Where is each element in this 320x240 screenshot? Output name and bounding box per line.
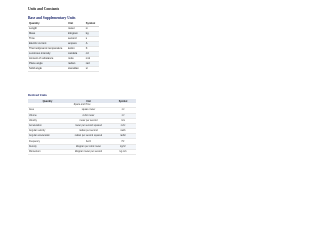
- quantity-cell: Electric current: [28, 41, 67, 46]
- symbol-cell: kg·m/s: [110, 149, 136, 154]
- unit-cell: candela: [67, 51, 85, 56]
- column-header-quantity: Quantity: [28, 99, 67, 103]
- symbol-cell: cd: [85, 51, 99, 56]
- unit-cell: meter per second: [67, 118, 110, 123]
- unit-cell: kilogram: [67, 31, 85, 36]
- quantity-cell: Frequency: [28, 139, 67, 144]
- symbol-cell: s: [85, 36, 99, 41]
- symbol-cell: mol: [85, 56, 99, 61]
- table-row: [28, 149, 136, 154]
- quantity-cell: Plane angle: [28, 61, 67, 66]
- symbol-cell: m/s: [110, 118, 136, 123]
- quantity-cell: Area: [28, 108, 67, 113]
- unit-cell: meter per second squared: [67, 123, 110, 128]
- quantity-cell: Amount of substance: [28, 56, 67, 61]
- symbol-cell: rad: [85, 61, 99, 66]
- unit-cell: mole: [67, 56, 85, 61]
- unit-cell: meter: [67, 26, 85, 31]
- column-header-quantity: Quantity: [28, 22, 67, 26]
- unit-cell: kilogram per cubic meter: [67, 144, 110, 149]
- quantity-cell: Mass: [28, 31, 67, 36]
- quantity-cell: Angular acceleration: [28, 134, 67, 139]
- unit-cell: ampere: [67, 41, 85, 46]
- unit-cell: steradian: [67, 66, 85, 71]
- symbol-cell: rad/s²: [110, 134, 136, 139]
- unit-cell: radian per second: [67, 129, 110, 134]
- quantity-cell: Time: [28, 36, 67, 41]
- base-units-title: Base and Supplementary Units: [28, 16, 76, 20]
- derived-units-title: Derived Units: [28, 93, 47, 97]
- section-label: Space and Time: [28, 103, 136, 108]
- symbol-cell: sr: [85, 66, 99, 71]
- unit-cell: cubic meter: [67, 113, 110, 118]
- column-header-unit: Unit: [67, 22, 85, 26]
- unit-cell: second: [67, 36, 85, 41]
- quantity-cell: Thermodynamic temperature: [28, 46, 67, 51]
- unit-cell: hertz: [67, 139, 110, 144]
- symbol-cell: m/s²: [110, 123, 136, 128]
- symbol-cell: Hz: [110, 139, 136, 144]
- symbol-cell: rad/s: [110, 129, 136, 134]
- quantity-cell: Angular velocity: [28, 129, 67, 134]
- unit-cell: radian per second squared: [67, 134, 110, 139]
- derived-units-table: [28, 99, 136, 155]
- quantity-cell: Density: [28, 144, 67, 149]
- symbol-cell: m²: [110, 108, 136, 113]
- symbol-cell: kg: [85, 31, 99, 36]
- base-units-table: [28, 22, 99, 72]
- table-row: [28, 66, 99, 71]
- document-title: Units and Constants: [28, 7, 60, 11]
- unit-cell: kelvin: [67, 46, 85, 51]
- symbol-cell: A: [85, 41, 99, 46]
- quantity-cell: Velocity: [28, 118, 67, 123]
- quantity-cell: Acceleration: [28, 123, 67, 128]
- symbol-cell: kg/m³: [110, 144, 136, 149]
- quantity-cell: Momentum: [28, 149, 67, 154]
- column-header-symbol: Symbol: [110, 99, 136, 103]
- symbol-cell: K: [85, 46, 99, 51]
- unit-cell: square meter: [67, 108, 110, 113]
- column-header-unit: Unit: [67, 99, 110, 103]
- quantity-cell: Solid angle: [28, 66, 67, 71]
- quantity-cell: Volume: [28, 113, 67, 118]
- column-header-symbol: Symbol: [85, 22, 99, 26]
- symbol-cell: m: [85, 26, 99, 31]
- unit-cell: kilogram meter per second: [67, 149, 110, 154]
- quantity-cell: Luminous intensity: [28, 51, 67, 56]
- quantity-cell: Length: [28, 26, 67, 31]
- unit-cell: radian: [67, 61, 85, 66]
- symbol-cell: m³: [110, 113, 136, 118]
